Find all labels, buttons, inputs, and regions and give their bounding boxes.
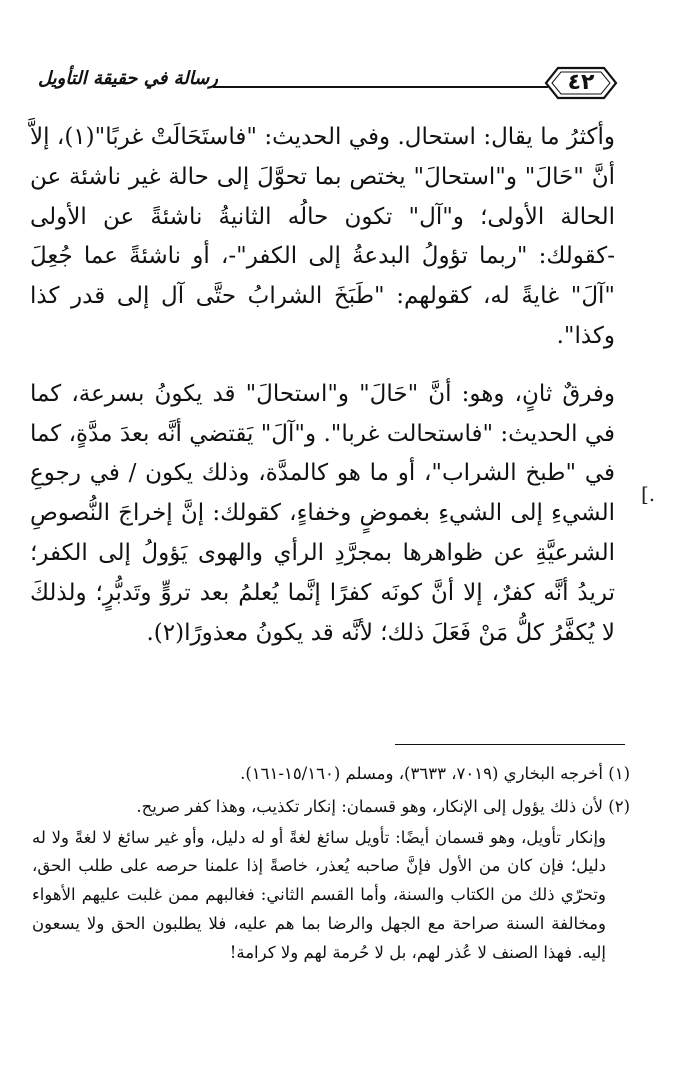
footnote-separator [395,744,625,745]
manuscript-page-mark: [. [641,482,656,506]
paragraph: وأكثرُ ما يقال: استحال. وفي الحديث: "فاستَحَالَتْ غربًا"(١)، إلاَّ أنَّ "حَالَ" و"استحالَ" يختص بما تحوَّلَ إلى حالة غير ناشئة عن الحالة الأولى؛ و"آل" تكون حالُه الثانيةُ ناشئةً عن الأولى -كقولك: "ربما تؤولُ البدعةُ إلى الكفر"-، أو ناشئةً عما جُعِلَ "آلَ" غايةً له، كقولهم: "طَبَخَ الشرابُ حتَّى آل إلى قدر كذا وكذا". [30,124,615,349]
book-title: رسالة في حقيقة التأويل [38,68,218,89]
page-number: ٤٢ [567,70,595,95]
footnote-2-continued: وإنكار تأويل، وهو قسمان أيضًا: تأويل سائغ لغةً أو له دليل، وأو غير سائغ لا لغةً ولا له دليل؛ فإن كان من الأول فإنَّ صاحبه يُعذر، خاصةً إذا علمنا حرصه على طلب الحق، وتحرّي ذلك من الكتاب والسنة، وأما القسم الثاني: فغالبهم ممن غلبت عليهم الأهواء ومخالفة السنة صراحة مع الجهل والرضا بما هم عليه، فلا يطلبون الحق ولا يسعون إليه. فهذا الصنف لا عُذر لهم، بل لا حُرمة لهم ولا كرامة! [32,827,606,962]
main-text [30,118,615,653]
page-number-frame [544,66,618,100]
running-header [28,62,618,108]
paragraph: وفرقٌ ثانٍ، وهو: أنَّ "حَالَ" و"استحالَ" قد يكونُ بسرعة، كما في الحديث: "فاستحالت غربا". و"آلَ" يَقتضي أنَّه بعدَ مدَّةٍ، كما في "طبخ الشراب"، أو ما هو كالمدَّة، وذلك يكون / في رجوعِ الشيءِ إلى الشيءِ بغموضٍ وخفاءٍ، كقولك: إنَّ إخراجَ النُّصوصِ الشرعيَّةِ عن ظواهرها بمجرَّدِ الرأي والهوى يَؤولُ إلى الكفر؛ تريدُ أنَّه كفرٌ، إلا أنَّ كونَه كفرًا إنَّما يُعلمُ بعد تروٍّ وتَدبُّرٍ؛ ولذلكَ لا يُكفَّرُ كلُّ مَنْ فَعَلَ ذلك؛ لأنَّه قد يكونُ معذورًا(٢). [30,380,615,646]
footnote-1: (١) أخرجه البخاري (٧٠١٩، ٣٦٣٣)، ومسلم (١٥/١٦٠-١٦١). [240,764,630,783]
footnote-2: (٢) لأن ذلك يؤول إلى الإنكار، وهو قسمان: إنكار تكذيب، وهذا كفر صريح. [136,796,630,816]
header-rule [213,86,548,88]
footnotes [32,760,630,968]
